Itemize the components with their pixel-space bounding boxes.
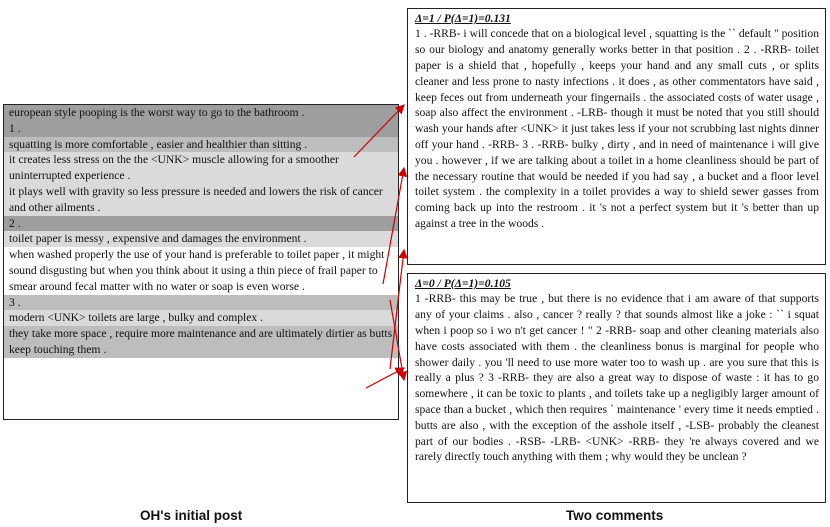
comment-1-header: Δ=1 / P(Δ=1)=0.131 [415,12,511,25]
post-sentence: it creates less stress on the the <UNK> muscle allowing for a smoother uninterrupted experience . [4,152,398,184]
arrow-post-to-comment-1 [383,168,404,284]
post-sentence: 1 . [4,121,398,137]
comment-1-text: 1 . -RRB- i will concede that on a biological level , squatting is the `` default " position so our biology and anatomy generally works better in that position . 2 . -RRB- toilet paper is a shield that , hopefully , keeps your hand and any small cuts , or splits cleaner and less prone to nasty infections . it does , as other commentators have said , keep feces out from underneath your fingernails . the associated costs of water usage , soap also affect the environment . -LRB- though it must be noted that you still should wash your hands after <UNK> it just takes less if your not scrubbing last nights dinner off your hand . -RRB- 3 . -RRB- bulky , dirty , and in need of maintenance i will give you . however , if we are talking about a toilet in a home cleanliness should be part of the necessary routine that would be needed if you had say , a bucket and a floor level toilet system . the complexity in a toilet provides a way to shield sewer gasses from coming back up into the restroom . it 's not a perfect system but it 's better than up against a tree in the woods . [415,27,819,230]
comment-2-header: Δ=0 / P(Δ=1)=0.105 [415,277,511,290]
post-sentence: when washed properly the use of your hand is preferable to toilet paper , it might sound disgusting but when you think about it using a thin piece of frail paper to smear around fecal matter with no water or soap is even worse . [4,247,398,294]
post-sentence: squatting is more comfortable , easier and healthier than sitting . [4,137,398,153]
post-sentence: european style pooping is the worst way to go to the bathroom . [4,105,398,121]
post-sentence: toilet paper is messy , expensive and damages the environment . [4,231,398,247]
arrow-post-to-comment-1 [354,105,404,157]
comment-2-text: 1 -RRB- this may be true , but there is no evidence that i am aware of that supports any of your claims . also , cancer ? really ? that sounds almost like a joke : `` i squat when i poop so i wo n't get cancer ! " 2 -RRB- soap and other cleaning materials also have costs associated with them . the cleanliness bonus is marginal for people who shower daily . you 'll need to use more water too to wash up . are you sure that this is really a plus ? 3 -RRB- they are also a great way to dispose of waste : it has to go somewhere , it can be toxic to plants , and toilets take up a negligibly larger amount of space than a bucket , which then requires ` maintenance ' every time it needs emptied . butts are also , with the exception of the asshole itself , -LSB- probably the cleanest part of our bodies . -RSB- -LRB- <UNK> -RRB- they 're always covered and we rarely directly touch anything with them ; why would they be unclean ? [415,292,819,464]
post-sentence: they take more space , require more maintenance and are ultimately dirtier as butts keep touching them . [4,326,398,358]
post-sentence: 3 . [4,295,398,311]
initial-post-caption: OH's initial post [140,508,243,523]
post-sentence: it plays well with gravity so less pressure is needed and lowers the risk of cancer and other ailments . [4,184,398,216]
post-sentence: 2 . [4,216,398,232]
post-sentence: modern <UNK> toilets are large , bulky and complex . [4,310,398,326]
comments-caption: Two comments [566,508,664,523]
arrow-post-to-comment-2 [366,368,404,388]
